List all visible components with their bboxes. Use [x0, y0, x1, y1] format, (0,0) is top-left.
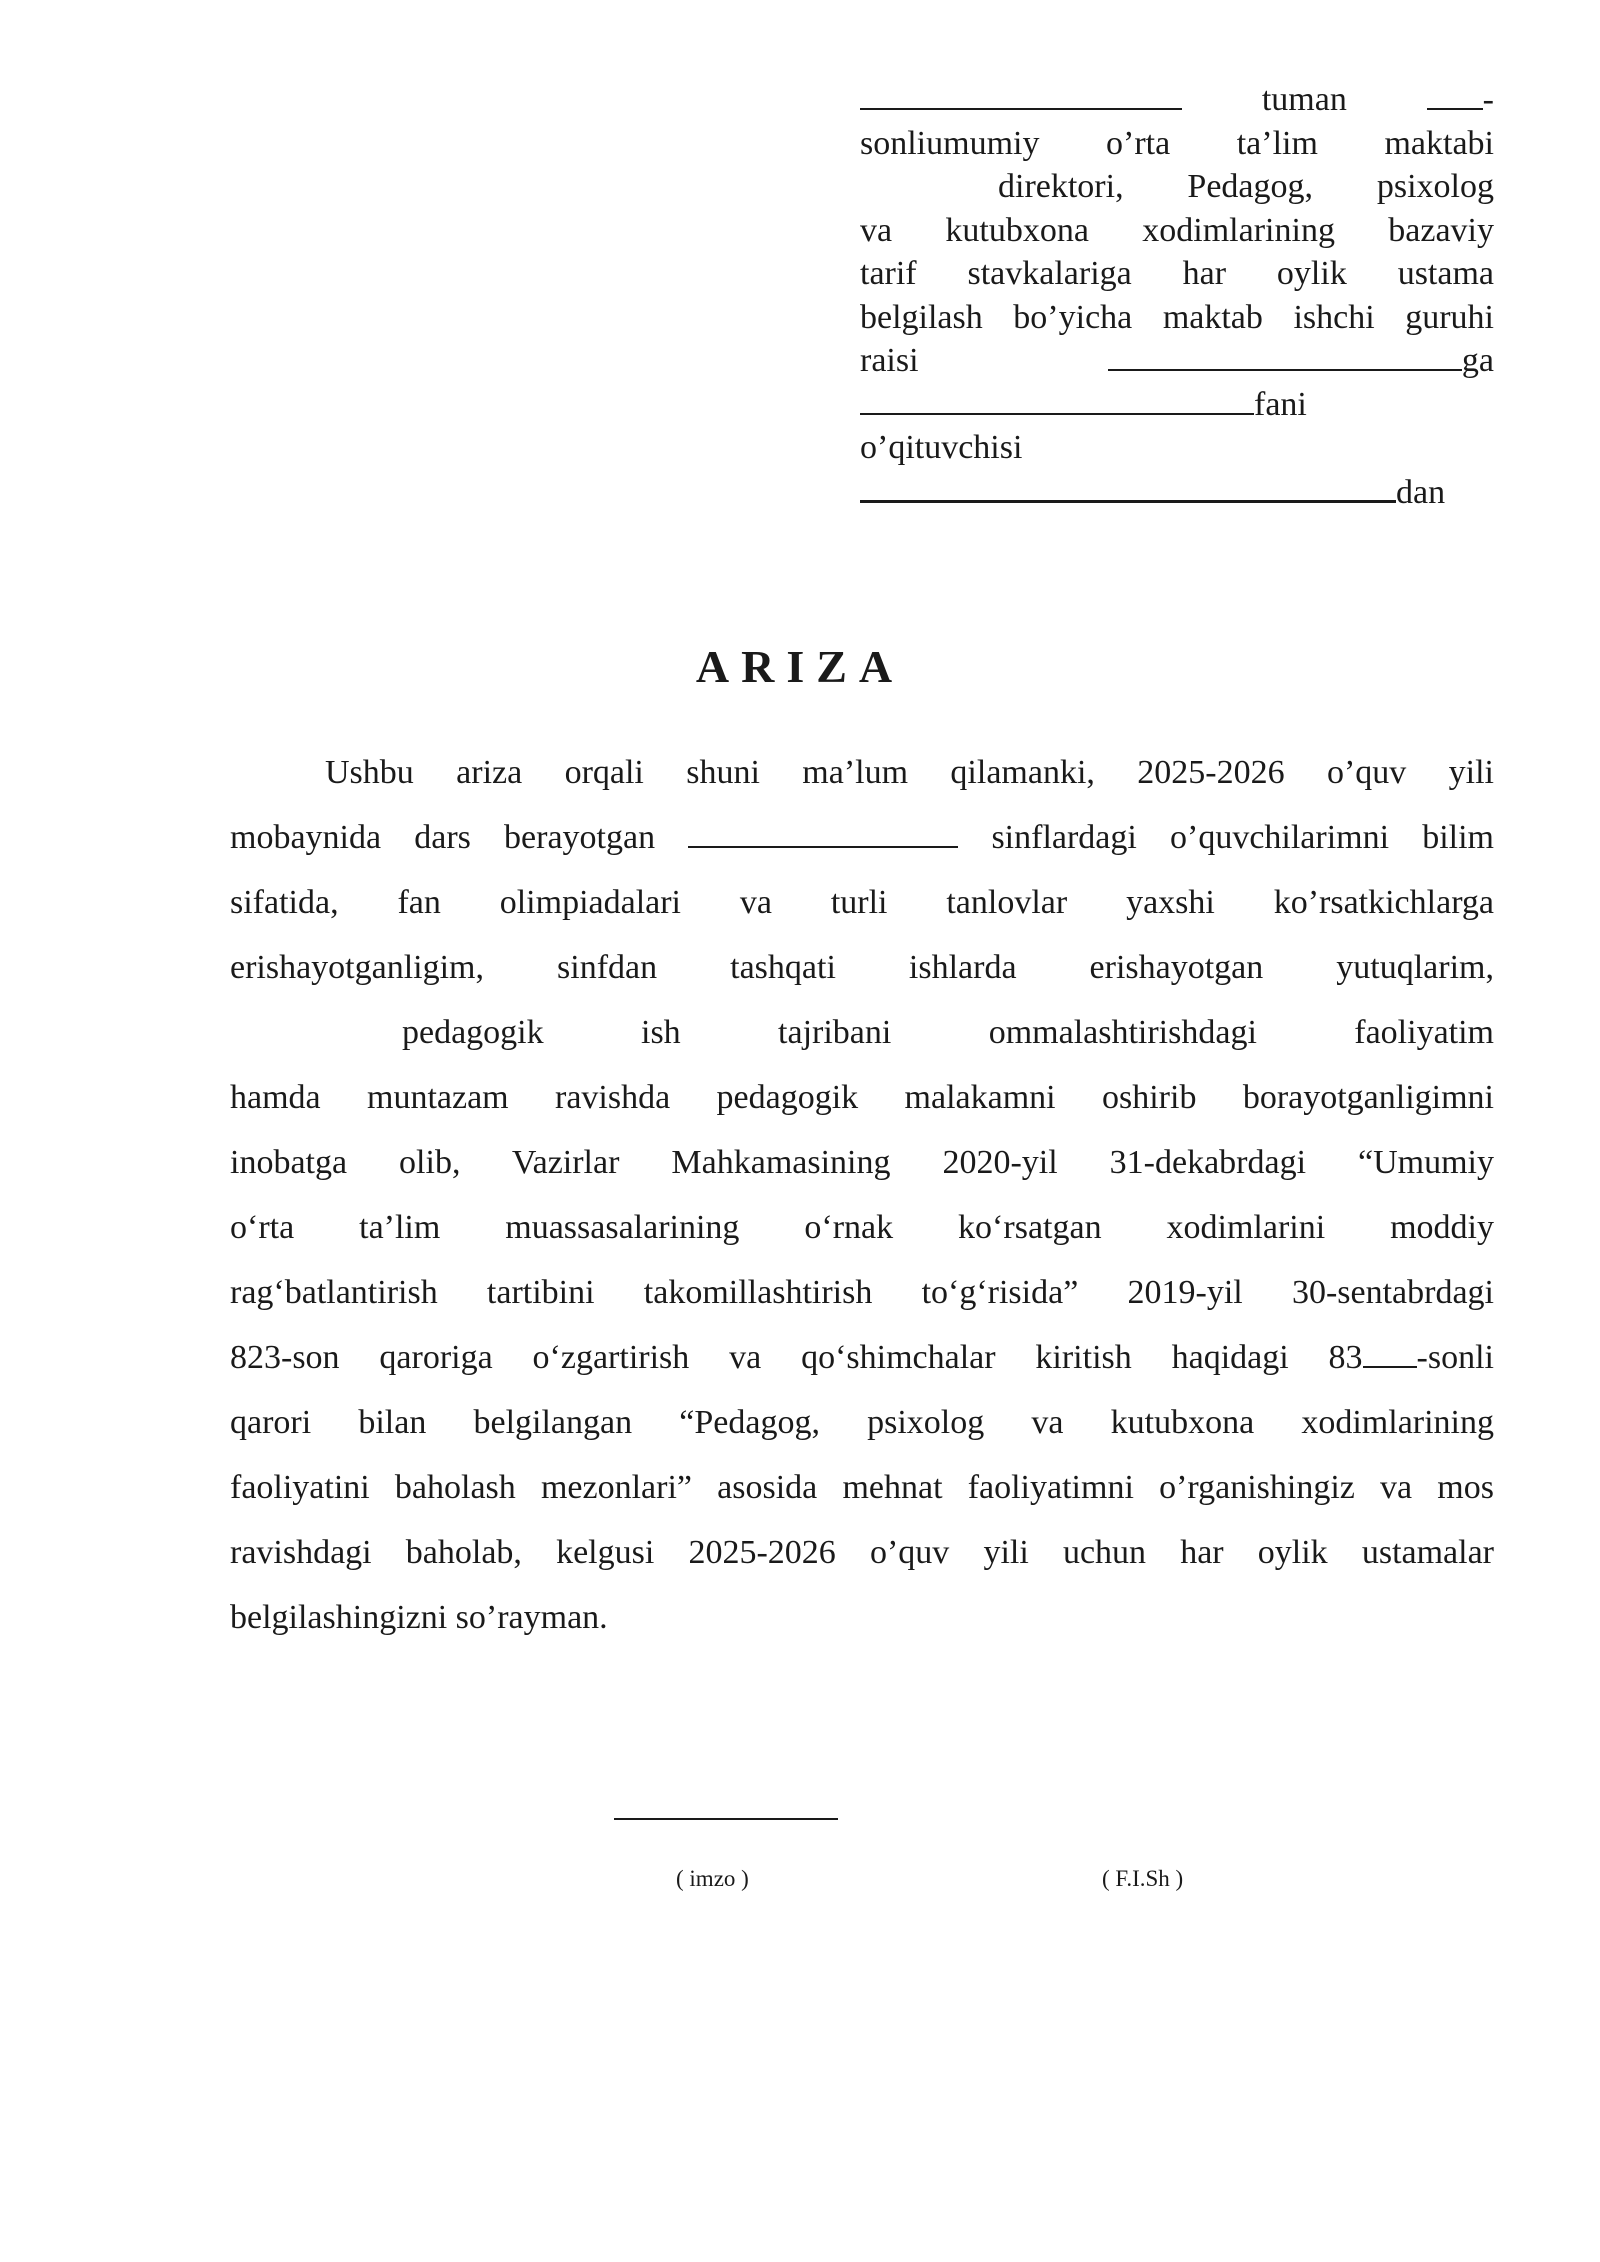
body-line-4: erishayotganligim, sinfdan tashqati ishlarda erishayotgan yutuqlarim, — [230, 949, 1494, 986]
body-line-13: ravishdagi baholab, kelgusi 2025-2026 o’quv yili uchun har oylik ustamalar — [230, 1534, 1494, 1571]
classes-blank[interactable] — [688, 820, 958, 848]
body-line-7: inobatga olib, Vazirlar Mahkamasining 2020-yil 31-dekabrdagi “Umumiy — [230, 1144, 1494, 1181]
addressee-line-4: va kutubxona xodimlarining bazaviy — [860, 211, 1494, 249]
decree-number-blank[interactable] — [1363, 1340, 1417, 1368]
addressee-line-9: o’qituvchisi — [860, 429, 1023, 466]
body-line-12: faoliyatini baholash mezonlari” asosida mehnat faoliyatimni o’rganishingiz va mos — [230, 1469, 1494, 1506]
teacher-name-blank[interactable] — [860, 470, 1396, 503]
addressee-line-8: fani — [860, 383, 1494, 427]
subject-blank[interactable] — [860, 383, 1254, 415]
body-line-10: 823-son qaroriga o‘zgartirish va qo‘shimchalar kiritish haqidagi 83 -sonli — [230, 1339, 1494, 1376]
document-title: ARIZA — [695, 641, 905, 692]
signature-label: ( imzo ) — [676, 1866, 749, 1891]
addressee-line-6: belgilash bo’yicha maktab ishchi guruhi — [860, 298, 1494, 336]
addressee-block — [860, 78, 1494, 514]
addressee-line-5: tarif stavkalariga har oylik ustama — [860, 255, 1494, 292]
body-line-3: sifatida, fan olimpiadalari va turli tanlovlar yaxshi ko’rsatkichlarga — [230, 884, 1494, 921]
addressee-line-2: sonliumumiy o’rta ta’lim maktabi — [860, 124, 1494, 162]
body-line-9: rag‘batlantirish tartibini takomillashtirish to‘g‘risida” 2019-yil 30-sentabrdagi — [230, 1274, 1494, 1311]
body-line-5: pedagogik ish tajribani ommalashtirishdagi faoliyatim — [402, 1014, 1494, 1051]
body-line-14: belgilashingizni so’rayman. — [230, 1599, 608, 1636]
addressee-line-3: direktori, Pedagog, psixolog — [998, 168, 1494, 205]
body-line-6: hamda muntazam ravishda pedagogik malakamni oshirib borayotganligimni — [230, 1079, 1494, 1116]
full-name-label: ( F.I.Sh ) — [1102, 1866, 1184, 1891]
district-blank[interactable] — [860, 78, 1182, 110]
application-body — [230, 740, 1494, 1650]
body-line-11: qarori bilan belgilangan “Pedagog, psixolog va kutubxona xodimlarining — [230, 1404, 1494, 1441]
body-line-2: mobaynida dars berayotgan sinflardagi o’quvchilarimni bilim — [230, 819, 1495, 856]
district-word: tuman — [1261, 81, 1347, 118]
addressee-line-1: tuman - — [860, 78, 1494, 122]
school-number-blank[interactable] — [1427, 78, 1483, 110]
signature-line[interactable] — [614, 1818, 838, 1820]
chairman-name-blank[interactable] — [1108, 339, 1462, 371]
addressee-line-7: raisi ga — [860, 339, 1494, 383]
body-line-1: Ushbu ariza orqali shuni ma’lum qilamanki, 2025-2026 o’quv yili — [325, 754, 1494, 791]
addressee-line-10: dan — [860, 470, 1494, 515]
body-line-8: o‘rta ta’lim muassasalarining o‘rnak ko‘rsatgan xodimlarini moddiy — [230, 1209, 1494, 1246]
